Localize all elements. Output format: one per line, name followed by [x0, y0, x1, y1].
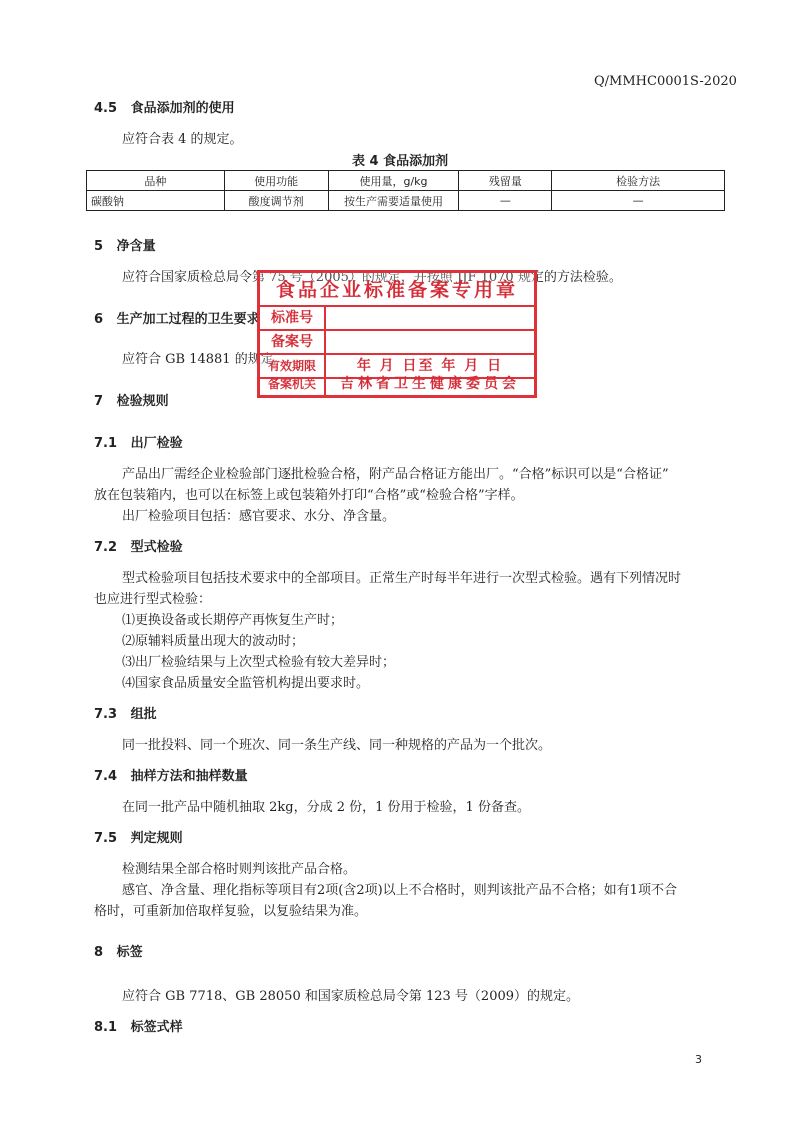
section-title: 出厂检验	[130, 436, 183, 451]
stamp-value	[326, 331, 534, 353]
table-row	[87, 191, 725, 211]
stamp-row-standard-number	[260, 307, 534, 331]
table-header-cell: 检验方法	[552, 171, 725, 191]
table-header-cell: 残留量	[459, 171, 552, 191]
section-7-1-heading	[94, 432, 183, 451]
section-number: 7.1	[94, 436, 118, 451]
section-4-5-text: 应符合表 4 的规定。	[122, 132, 243, 147]
stamp-row-record-number	[260, 331, 534, 355]
section-number: 8	[94, 945, 104, 960]
section-7-4-heading	[94, 765, 248, 784]
list-item: ⑵原辅料质量出现大的波动时；	[122, 634, 305, 649]
section-8-heading	[94, 941, 143, 960]
stamp-row-authority	[260, 373, 534, 395]
section-number: 7.3	[94, 707, 118, 722]
section-7-4-text: 在同一批产品中随机抽取 2kg，分成 2 份，1 份用于检验，1 份备查。	[122, 800, 530, 815]
section-title: 抽样方法和抽样数量	[130, 769, 248, 784]
section-title: 标签式样	[130, 1020, 183, 1035]
stamp-label: 备案机关	[260, 373, 326, 395]
table-cell: 酸度调节剂	[224, 191, 328, 211]
section-8-text: 应符合 GB 7718、GB 28050 和国家质检总局令第 123 号（2009）的规定。	[122, 989, 580, 1004]
section-number: 8.1	[94, 1020, 118, 1035]
table-cell: —	[459, 191, 552, 211]
page-number: 3	[695, 1053, 702, 1066]
paragraph-line: 感官、净含量、理化指标等项目有2项(含2项)以上不合格时，则判该批产品不合格；如有1项不合	[122, 883, 677, 898]
paragraph-line: 出厂检验项目包括：感官要求、水分、净含量。	[122, 509, 396, 524]
section-title: 组批	[130, 707, 157, 722]
stamp-title: 食品企业标准备案专用章	[260, 275, 534, 307]
section-7-3-text: 同一批投料、同一个班次、同一条生产线、同一种规格的产品为一个批次。	[122, 738, 552, 753]
list-item: ⑴更换设备或长期停产再恢复生产时；	[122, 613, 344, 628]
table-cell: 碳酸钠	[87, 191, 225, 211]
section-title: 食品添加剂的使用	[130, 101, 235, 116]
table-header-cell: 使用功能	[224, 171, 328, 191]
table-cell: —	[552, 191, 725, 211]
stamp-label: 有效期限	[260, 355, 326, 377]
table-header-cell: 使用量，g/kg	[328, 171, 459, 191]
section-4-5-heading	[94, 97, 235, 116]
section-number: 6	[94, 312, 104, 327]
section-7-3-heading	[94, 703, 157, 722]
table-header-row	[87, 171, 725, 191]
section-5-heading	[94, 235, 156, 254]
section-title: 生产加工过程的卫生要求	[116, 312, 260, 327]
stamp-value: 吉林省卫生健康委员会	[340, 376, 520, 392]
section-number: 7	[94, 394, 104, 409]
section-6-text: 应符合 GB 14881 的规定。	[122, 352, 287, 367]
section-number: 5	[94, 239, 104, 254]
stamp-value: 年 月 日至 年 月 日	[356, 358, 504, 374]
section-title: 判定规则	[130, 831, 183, 846]
section-6-heading	[94, 308, 260, 327]
paragraph-line: 也应进行型式检验：	[94, 592, 212, 607]
section-title: 净含量	[116, 239, 156, 254]
paragraph-line: 放在包装箱内，也可以在标签上或包装箱外打印“合格”或“检验合格”字样。	[94, 488, 524, 503]
table-header-cell: 品种	[87, 171, 225, 191]
registration-stamp	[257, 270, 537, 398]
table-4-caption: 表 4 食品添加剂	[352, 154, 449, 169]
paragraph-line: 产品出厂需经企业检验部门逐批检验合格，附产品合格证方能出厂。“合格”标识可以是“合格证”	[122, 467, 669, 482]
list-item: ⑶出厂检验结果与上次型式检验有较大差异时；	[122, 655, 396, 670]
table-cell: 按生产需要适量使用	[328, 191, 459, 211]
section-number: 7.4	[94, 769, 118, 784]
paragraph-line: 格时，可重新加倍取样复验，以复验结果为准。	[94, 904, 368, 919]
section-title: 型式检验	[130, 540, 183, 555]
section-number: 7.5	[94, 831, 118, 846]
section-5-text: 应符合国家质检总局令第 75 号（2005）的规定，并按照 JJF 1070 规定的方法检验。	[122, 270, 622, 285]
paragraph-line: 型式检验项目包括技术要求中的全部项目。正常生产时每半年进行一次型式检验。遇有下列情况时	[122, 571, 682, 586]
section-number: 7.2	[94, 540, 118, 555]
section-8-1-heading	[94, 1016, 183, 1035]
stamp-label: 备案号	[260, 331, 326, 353]
section-number: 4.5	[94, 101, 118, 116]
paragraph-line: 检测结果全部合格时则判该批产品合格。	[122, 862, 357, 877]
section-7-2-heading	[94, 536, 183, 555]
section-7-5-heading	[94, 827, 183, 846]
section-title: 标签	[116, 945, 143, 960]
document-code: Q/MMHC0001S-2020	[594, 74, 737, 89]
stamp-label: 标准号	[260, 307, 326, 329]
section-title: 检验规则	[116, 394, 169, 409]
stamp-value	[326, 307, 534, 329]
table-4	[86, 170, 725, 211]
list-item: ⑷国家食品质量安全监管机构提出要求时。	[122, 676, 370, 691]
section-7-heading	[94, 390, 169, 409]
